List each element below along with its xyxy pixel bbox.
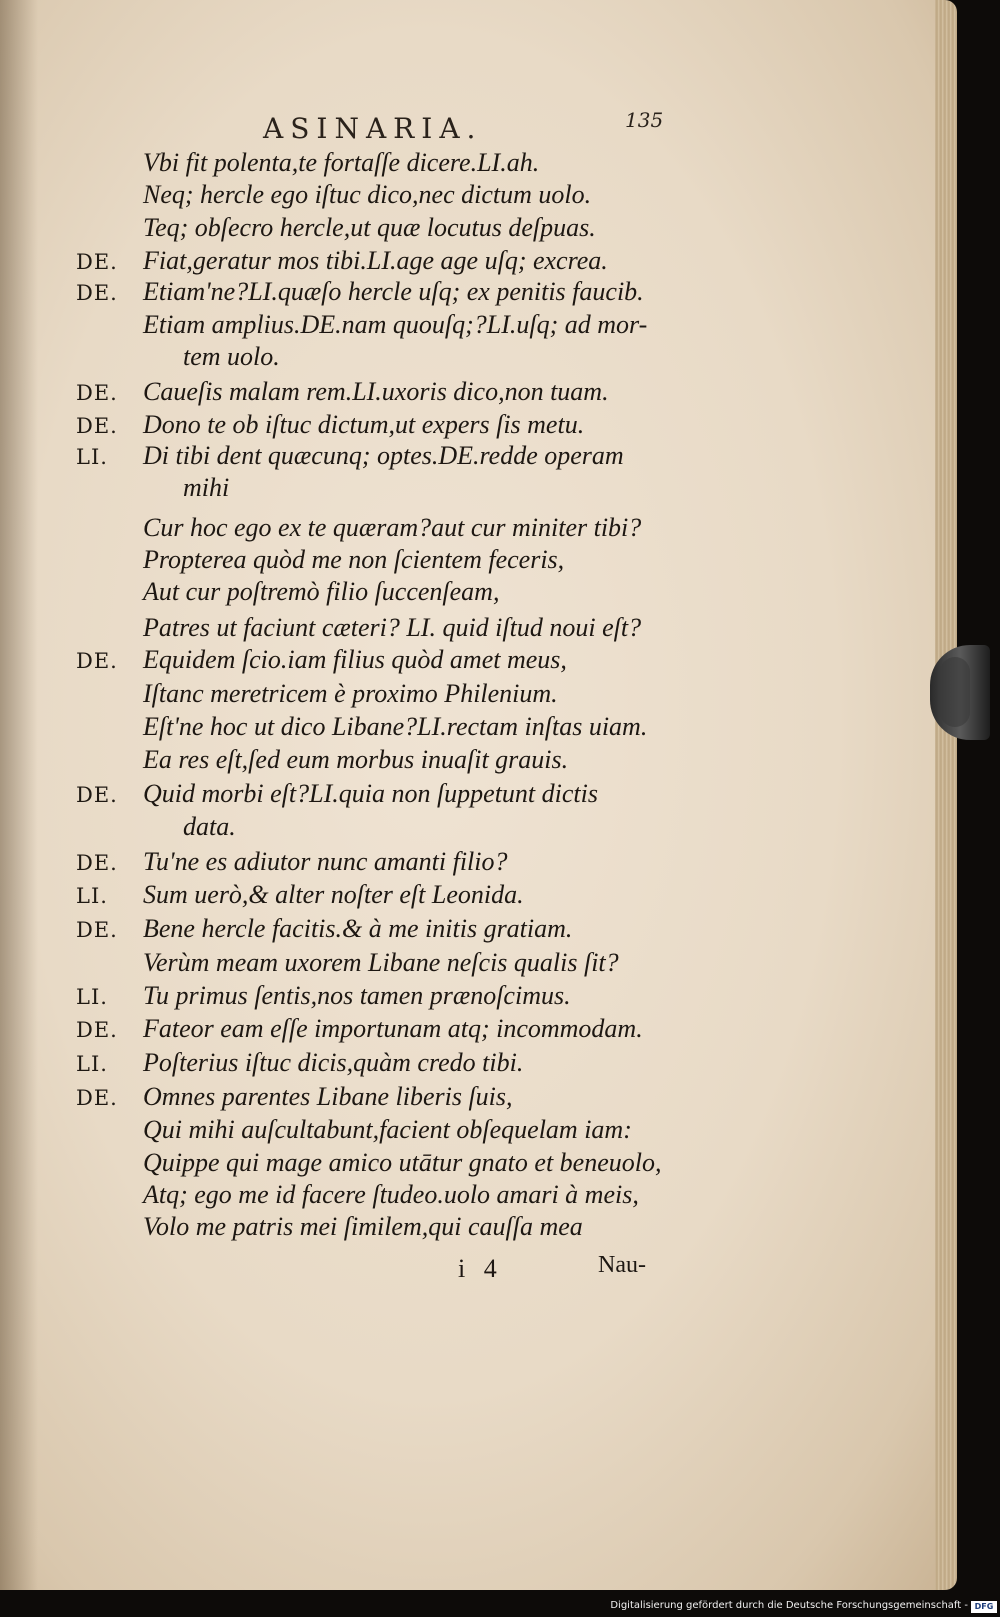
verse-text: Vbi fit polenta,te fortaſſe dicere.LI.ah. <box>143 148 540 177</box>
verse-line <box>0 712 952 744</box>
verse-text: Dono te ob iſtuc dictum,ut expers ſis metu. <box>143 410 585 439</box>
page-edge <box>935 0 957 1590</box>
verse-line <box>0 1212 952 1244</box>
verse-line <box>0 948 952 980</box>
signature-mark: i 4 <box>458 1254 503 1283</box>
verse-text: Fateor eam eſſe importunam atq; incommodam. <box>143 1014 643 1043</box>
verse-line <box>0 577 952 609</box>
verse-line <box>0 914 952 946</box>
verse-text: Equidem ſcio.iam filius quòd amet meus, <box>143 645 567 674</box>
verse-line <box>0 180 952 212</box>
verse-line <box>0 880 952 912</box>
speaker-label: LI. <box>76 985 108 1009</box>
verse-text: Aut cur poſtremò filio ſuccenſeam, <box>143 577 500 606</box>
speaker-label: DE. <box>76 381 118 405</box>
verse-line <box>0 847 952 879</box>
verse-line <box>0 1148 952 1180</box>
verse-line <box>0 545 952 577</box>
verse-text: Di tibi dent quæcunq; optes.DE.redde operam <box>143 441 624 470</box>
verse-text: Patres ut faciunt cæteri? LI. quid iſtud noui eſt? <box>143 613 642 642</box>
verse-line <box>0 148 952 180</box>
verse-line <box>0 812 952 844</box>
verse-line <box>0 645 952 677</box>
verse-line <box>0 213 952 245</box>
verse-line <box>0 513 952 545</box>
speaker-label: DE. <box>76 851 118 875</box>
verse-text: tem uolo. <box>183 342 280 371</box>
verse-text: Quid morbi eſt?LI.quia non ſuppetunt dictis <box>143 779 598 808</box>
verse-text: data. <box>183 812 236 841</box>
verse-line <box>0 310 952 342</box>
speaker-label: LI. <box>76 884 108 908</box>
speaker-label: LI. <box>76 445 108 469</box>
verse-line <box>0 246 952 278</box>
verse-text: Sum uerò,& alter noſter eſt Leonida. <box>143 880 524 909</box>
verse-line <box>0 473 952 505</box>
verse-text: Caueſis malam rem.LI.uxoris dico,non tuam. <box>143 377 609 406</box>
speaker-label: LI. <box>76 1052 108 1076</box>
speaker-label: DE. <box>76 918 118 942</box>
running-title: ASINARIA. <box>263 112 483 145</box>
verse-text: Qui mihi auſcultabunt,facient obſequelam iam: <box>143 1115 632 1144</box>
verse-line <box>0 1048 952 1080</box>
speaker-label: DE. <box>76 783 118 807</box>
speaker-label: DE. <box>76 1086 118 1110</box>
verse-text: Iſtanc meretricem è proximo Philenium. <box>143 679 558 708</box>
speaker-label: DE. <box>76 1018 118 1042</box>
verse-line <box>0 779 952 811</box>
verse-line <box>0 1014 952 1046</box>
verse-text: Neq; hercle ego iſtuc dico,nec dictum uolo. <box>143 180 592 209</box>
verse-line <box>0 342 952 374</box>
verse-text: Etiam amplius.DE.nam quouſq;?LI.uſq; ad mor- <box>143 310 648 339</box>
digitization-credit: Digitalisierung gefördert durch die Deutsche Forschungsgemeinschaft - <box>610 1600 968 1611</box>
verse-line <box>0 441 952 473</box>
verse-text: Volo me patris mei ſimilem,qui cauſſa mea <box>143 1212 583 1241</box>
speaker-label: DE. <box>76 414 118 438</box>
speaker-label: DE. <box>76 281 118 305</box>
verse-text: Verùm meam uxorem Libane neſcis qualis ſit? <box>143 948 619 977</box>
book-clip <box>930 645 990 740</box>
verse-line <box>0 1082 952 1114</box>
verse-line <box>0 745 952 777</box>
verse-text: Tu'ne es adiutor nunc amanti filio? <box>143 847 508 876</box>
verse-line <box>0 277 952 309</box>
verse-line <box>0 613 952 645</box>
speaker-label: DE. <box>76 649 118 673</box>
speaker-label: DE. <box>76 250 118 274</box>
dfg-logo-icon: DFG <box>971 1601 997 1613</box>
verse-text: Fiat,geratur mos tibi.LI.age age uſq; excrea. <box>143 246 608 275</box>
verse-text: Bene hercle facitis.& à me initis gratiam. <box>143 914 573 943</box>
verse-text: Propterea quòd me non ſcientem feceris, <box>143 545 565 574</box>
verse-text: Atq; ego me id facere ſtudeo.uolo amari à meis, <box>143 1180 639 1209</box>
page-number: 135 <box>625 108 664 132</box>
verse-line <box>0 1180 952 1212</box>
verse-text: Cur hoc ego ex te quæram?aut cur miniter tibi? <box>143 513 642 542</box>
verse-text: Omnes parentes Libane liberis ſuis, <box>143 1082 513 1111</box>
catchword: Nau- <box>598 1252 646 1278</box>
verse-text: mihi <box>183 473 230 502</box>
verse-text: Etiam'ne?LI.quæſo hercle uſq; ex penitis faucib. <box>143 277 644 306</box>
verse-text: Poſterius iſtuc dicis,quàm credo tibi. <box>143 1048 524 1077</box>
verse-line <box>0 410 952 442</box>
verse-text: Tu primus ſentis,nos tamen prænoſcimus. <box>143 981 571 1010</box>
verse-line <box>0 981 952 1013</box>
verse-line <box>0 679 952 711</box>
verse-line <box>0 377 952 409</box>
verse-text: Ea res eſt,ſed eum morbus inuaſit grauis. <box>143 745 569 774</box>
verse-text: Eſt'ne hoc ut dico Libane?LI.rectam inſtas uiam. <box>143 712 648 741</box>
verse-text: Teq; obſecro hercle,ut quæ locutus deſpuas. <box>143 213 596 242</box>
verse-line <box>0 1115 952 1147</box>
verse-text: Quippe qui mage amico utātur gnato et beneuolo, <box>143 1148 662 1177</box>
